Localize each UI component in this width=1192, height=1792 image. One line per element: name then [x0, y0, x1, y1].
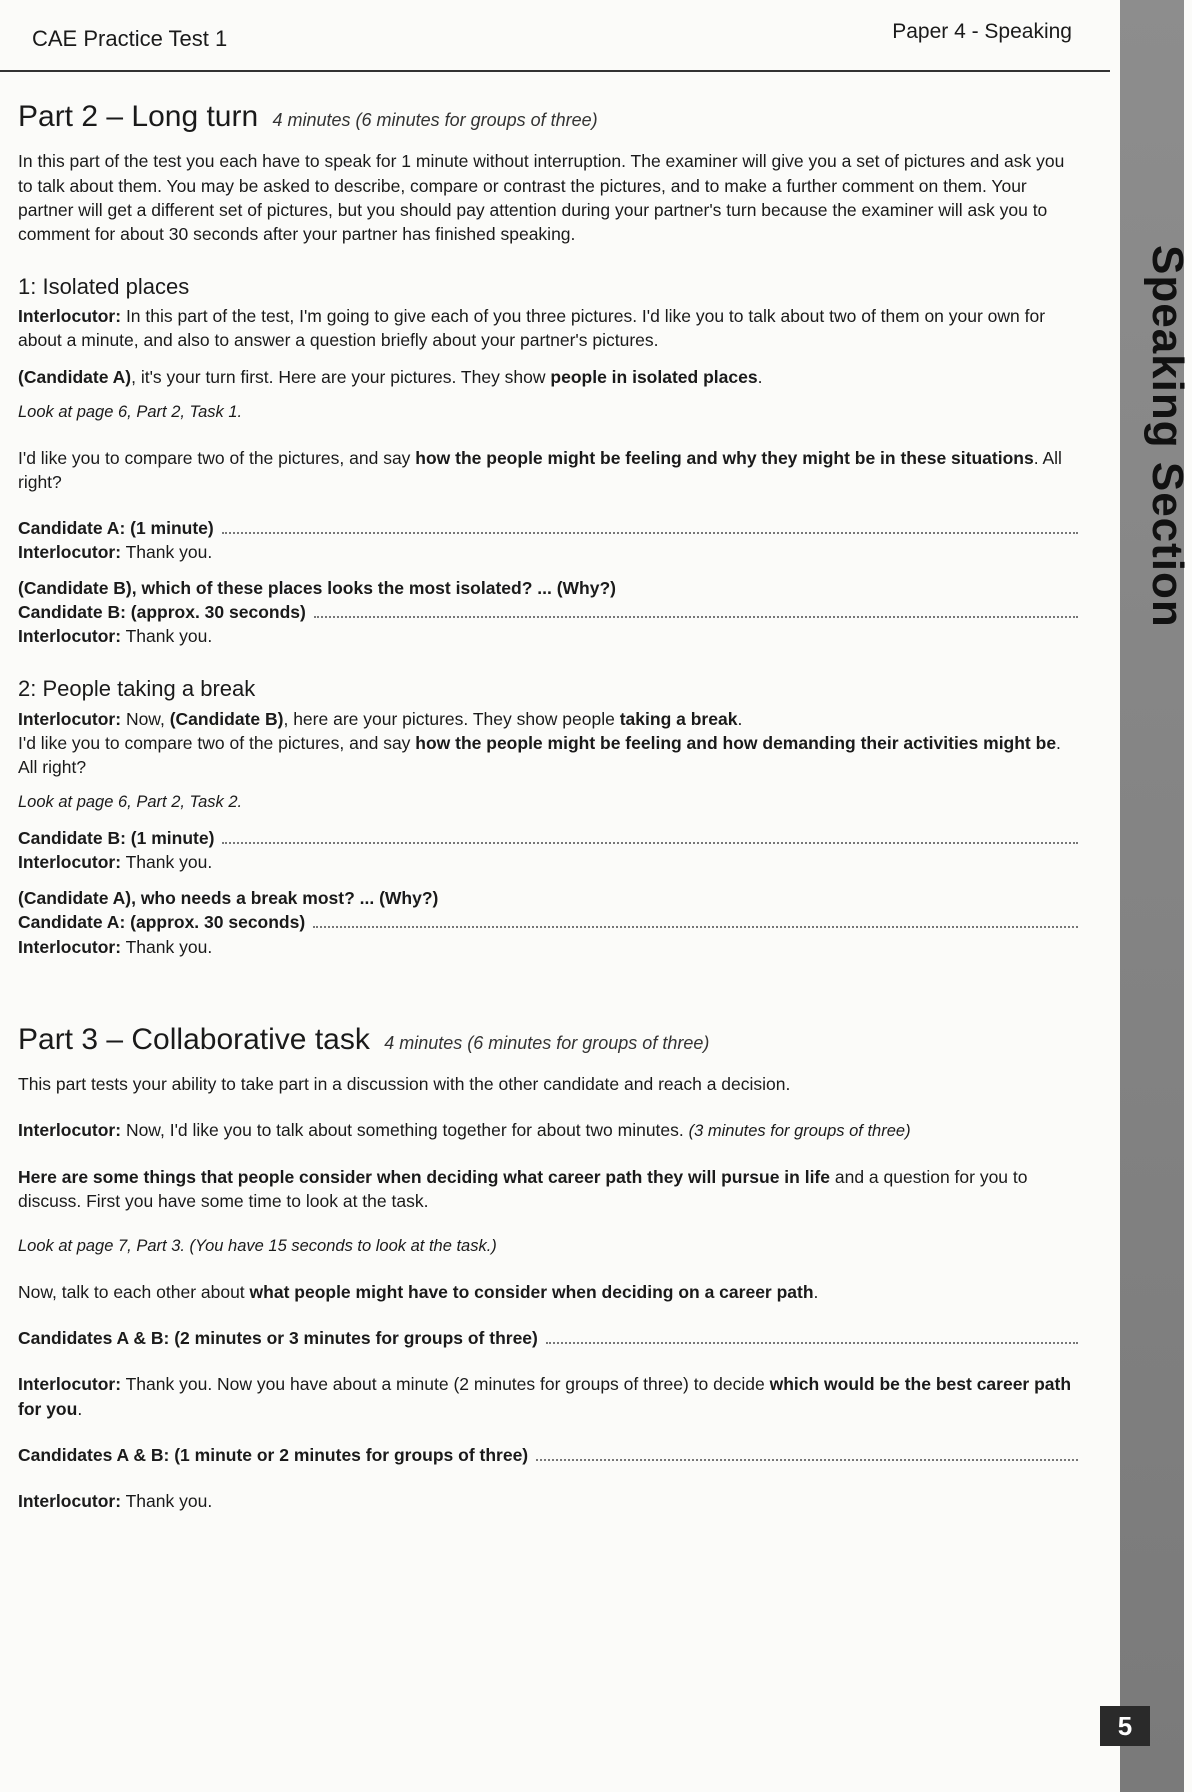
part3-discussion-prompt: Now, talk to each other about what people might have to consider when deciding on a career path.	[18, 1282, 819, 1303]
part3-cue-1: Candidates A & B: (2 minutes or 3 minutes for groups of three)	[18, 1326, 1078, 1350]
part3-look: Look at page 7, Part 3. (You have 15 seconds to look at the task.)	[18, 1237, 497, 1256]
task1-interlocutor: Interlocutor: In this part of the test, I'm going to give each of you three pictures. I'd like you to talk about two of them on your own for about a minute, and also to answer a question briefly about your partner's pictures.	[18, 306, 1046, 351]
task2-thanks-2: Interlocutor: Thank you.	[18, 936, 213, 957]
main-content	[18, 96, 1078, 1513]
header-paper-title: Paper 4 - Speaking	[892, 20, 1072, 43]
task2-heading: 2: People taking a break	[18, 676, 256, 702]
task2-look: Look at page 6, Part 2, Task 2.	[18, 793, 243, 812]
part3-interlocutor-1: Interlocutor: Now, I'd like you to talk about something together for about two minutes. (3 minutes for groups of three)	[18, 1120, 911, 1141]
task1-thanks-2: Interlocutor: Thank you.	[18, 626, 213, 647]
task2-interlocutor: Interlocutor: Now, (Candidate B), here are your pictures. They show people taking a break.	[18, 708, 743, 729]
part3-timing: 4 minutes (6 minutes for groups of three)	[384, 1032, 710, 1053]
task2-thanks-1: Interlocutor: Thank you.	[18, 852, 213, 873]
task1-cue-candidate-a: Candidate A: (1 minute)	[18, 516, 1078, 540]
part3-intro: This part tests your ability to take part in a discussion with the other candidate and reach a decision.	[18, 1074, 791, 1095]
part3-title: Part 3 – Collaborative task	[18, 1022, 370, 1056]
task2-question: (Candidate A), who needs a break most? ... (Why?)	[18, 888, 439, 909]
part2-timing: 4 minutes (6 minutes for groups of three)	[272, 110, 598, 130]
task1-thanks-1: Interlocutor: Thank you.	[18, 541, 213, 562]
page-header	[0, 0, 1110, 72]
task2-cue-candidate-a: Candidate A: (approx. 30 seconds)	[18, 910, 1078, 934]
part3-task-description: Here are some things that people consider when deciding what career path they will pursue in life and a question for you to discuss. First you have some time to look at the task.	[18, 1167, 1028, 1212]
task2-compare: I'd like you to compare two of the pictures, and say how the people might be feeling and how demanding their activities might be. All right?	[18, 732, 1061, 778]
task1-question: (Candidate B), which of these places looks the most isolated? ... (Why?)	[18, 578, 616, 599]
task1-compare: I'd like you to compare two of the pictures, and say how the people might be feeling and why they might be in these situations. All right?	[18, 447, 1062, 492]
header-test-title: CAE Practice Test 1	[32, 26, 228, 51]
task1-look: Look at page 6, Part 2, Task 1.	[18, 402, 243, 421]
task1-cue-candidate-b: Candidate B: (approx. 30 seconds)	[18, 600, 1078, 624]
part3-heading	[18, 1019, 1078, 1060]
task1-candidate-a-intro: (Candidate A), it's your turn first. Here are your pictures. They show people in isolated places.	[18, 366, 763, 387]
part3-interlocutor-2: Interlocutor: Thank you. Now you have about a minute (2 minutes for groups of three) to decide which would be the best career path for you.	[18, 1374, 1072, 1419]
part3-thanks: Interlocutor: Thank you.	[18, 1490, 213, 1511]
sidebar-section-title: Speaking Section	[1143, 245, 1192, 628]
task2-cue-candidate-b: Candidate B: (1 minute)	[18, 826, 1078, 850]
part2-intro: In this part of the test you each have to speak for 1 minute without interruption. The examiner will give you a set of pictures and ask you to talk about them. You may be asked to describe, compare or contrast the pictures, and to make a further comment on them. Your partner will get a different set of pictures, but you should pay attention during your partner's turn because the examiner will ask you to comment for about 30 seconds after your partner has finished speaking.	[18, 151, 1065, 244]
part2-title: Part 2 – Long turn	[18, 100, 259, 133]
part2-heading	[18, 96, 1078, 137]
task1-heading: 1: Isolated places	[18, 273, 190, 299]
part3-cue-2: Candidates A & B: (1 minute or 2 minutes for groups of three)	[18, 1443, 1078, 1467]
page-number: 5	[1100, 1706, 1150, 1746]
